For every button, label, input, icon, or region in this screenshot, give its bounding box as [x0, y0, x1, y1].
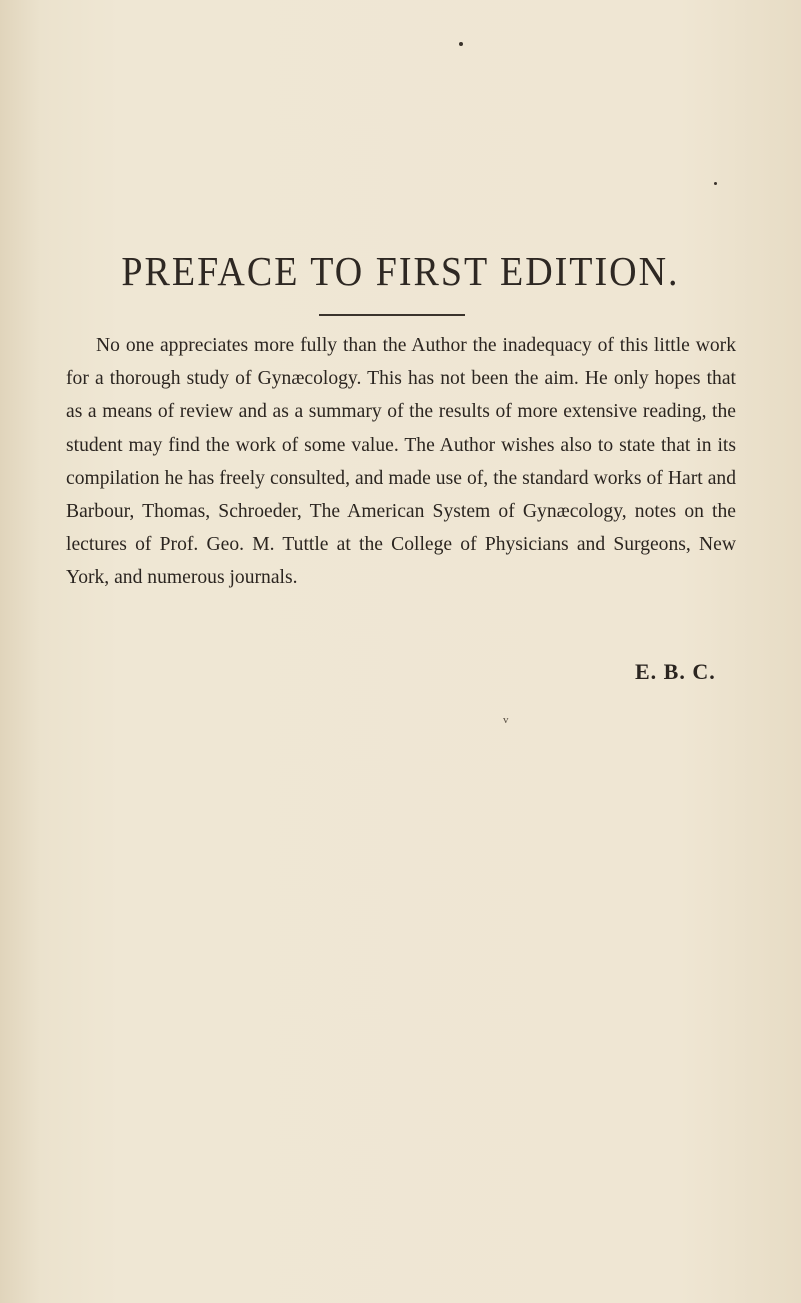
preface-paragraph: No one appreciates more fully than the Author the inadequacy of this little work for a thorough study of Gynæcology. This has not been the aim. He only hopes that as a means of review and as a summary of the results of more extensive reading, the student may find the work of some value. The Author wishes also to state that in its compilation he has freely consulted, and made use of, the standard works of Hart and Barbour, Thomas, Schroeder, The American System of Gynæcology, notes on the lectures of Prof. Geo. M. Tuttle at the College of Physicians and Surgeons, New York, and numerous journals.: [66, 335, 736, 589]
ink-speck: [459, 42, 463, 46]
page-title: PREFACE TO FIRST EDITION.: [121, 249, 680, 295]
page-number: v: [503, 714, 509, 726]
ink-speck: [714, 182, 717, 185]
author-initials: E. B. C.: [635, 659, 716, 684]
title-rule: [319, 314, 465, 316]
